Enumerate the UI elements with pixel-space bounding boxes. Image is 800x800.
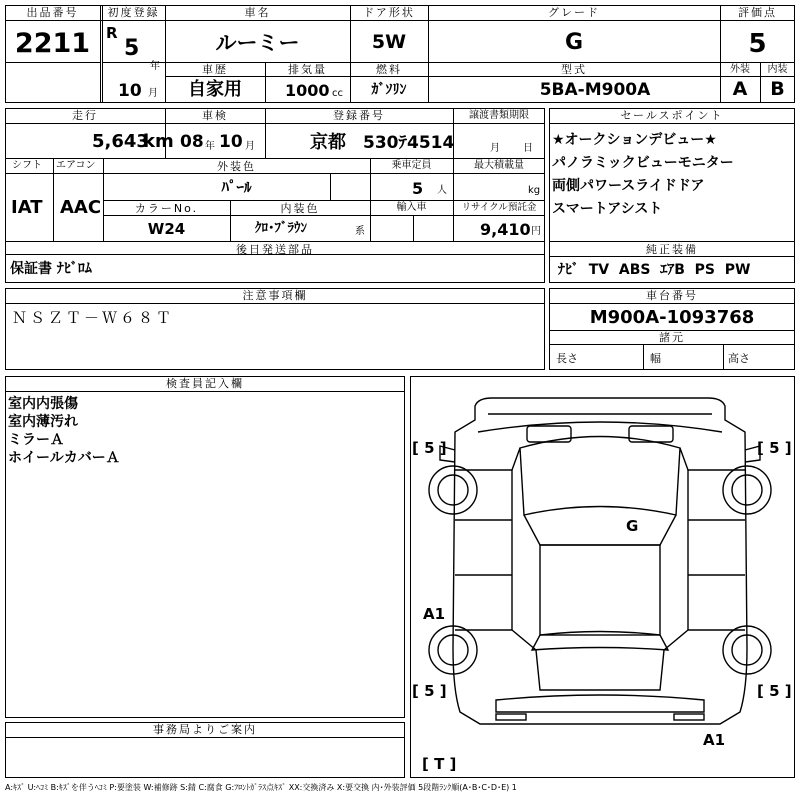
first-registration-label: 初度登録 bbox=[107, 6, 160, 19]
damage-mark-windshield: G bbox=[626, 517, 639, 535]
inspector-label: 検査員記入欄 bbox=[166, 377, 244, 390]
exterior-color-label: 外装色 bbox=[217, 160, 256, 173]
first-registration-month-unit: 月 bbox=[148, 88, 158, 99]
inspector-note-3: ミラーＡ bbox=[8, 432, 64, 448]
side-right bbox=[688, 470, 745, 630]
roof bbox=[524, 515, 676, 545]
displacement-value: 1000 bbox=[285, 81, 330, 100]
rear-hatch bbox=[536, 650, 664, 690]
interior-color-value: ｸﾛ･ﾌﾞﾗｳﾝ bbox=[255, 221, 307, 236]
equipment-value: ﾅﾋﾞ TV ABS ｴｱB PS PW bbox=[558, 262, 751, 278]
delivery-parts-value: 保証書 ﾅﾋﾞﾛﾑ bbox=[10, 261, 92, 277]
inspector-note-2: 室内薄汚れ bbox=[8, 414, 78, 430]
door-type-value: 5W bbox=[371, 31, 407, 53]
tire-rear-left-score: [ 5 ] bbox=[412, 682, 447, 700]
door-type-label: ドア形状 bbox=[363, 6, 415, 19]
tire-front-right-score: [ 5 ] bbox=[757, 439, 792, 457]
color-no-label: カラーNo. bbox=[134, 202, 199, 215]
model-label: 型式 bbox=[561, 63, 587, 76]
color-no-value: W24 bbox=[147, 220, 186, 238]
inspector-note-1: 室内内張傷 bbox=[8, 396, 78, 412]
lot-number-value: 2211 bbox=[14, 28, 91, 59]
inspector-note-4: ホイールカバーＡ bbox=[8, 450, 120, 466]
hood bbox=[478, 422, 722, 432]
car-name-label: 車名 bbox=[244, 6, 271, 19]
rear-panel bbox=[496, 695, 704, 712]
aircon-label: エアコン bbox=[56, 160, 96, 171]
interior-score-value: B bbox=[770, 78, 785, 100]
selling-points-label: セールスポイント bbox=[620, 109, 724, 122]
max-load-unit: kg bbox=[528, 185, 541, 196]
caution-value: ＮＳＺＴ－Ｗ６８Ｔ bbox=[12, 309, 175, 327]
car-name-value: ルーミー bbox=[215, 31, 300, 55]
fuel-label: 燃料 bbox=[376, 63, 402, 76]
shift-label: シフト bbox=[12, 160, 42, 171]
tire-front-left bbox=[429, 466, 477, 514]
specs-label: 諸元 bbox=[659, 331, 685, 344]
recycle-label: リサイクル預託金 bbox=[461, 202, 537, 213]
spec-length-label: 長さ bbox=[556, 352, 578, 365]
shift-value: IAT bbox=[11, 197, 43, 218]
roof-panel bbox=[540, 545, 660, 635]
interior-color-label: 内装色 bbox=[280, 202, 320, 215]
first-registration-year-unit: 年 bbox=[150, 61, 160, 72]
fuel-value: ｶﾞｿﾘﾝ bbox=[371, 82, 407, 98]
interior-score-label: 内装 bbox=[767, 64, 788, 75]
caution-label: 注意事項欄 bbox=[242, 289, 308, 302]
tire-front-right bbox=[723, 466, 771, 514]
pillars bbox=[512, 448, 688, 650]
inspection-month-unit: 月 bbox=[245, 141, 255, 152]
exterior-score-value: A bbox=[732, 78, 748, 100]
delivery-parts-label: 後日発送部品 bbox=[236, 243, 314, 256]
inspection-year: 08 bbox=[180, 132, 204, 152]
tire-front-left-score: [ 5 ] bbox=[412, 439, 447, 457]
first-registration-year: 5 bbox=[124, 36, 140, 61]
inspection-month: 10 bbox=[219, 132, 243, 152]
interior-color-suffix: 系 bbox=[355, 226, 365, 237]
inspection-year-unit: 年 bbox=[205, 141, 215, 152]
selling-point-1: ★オークションデビュー★ bbox=[552, 132, 717, 148]
windshield bbox=[520, 437, 680, 516]
plate-region: 京都 bbox=[310, 132, 346, 153]
import-label: 輸入車 bbox=[396, 202, 427, 213]
score-value: 5 bbox=[748, 29, 767, 59]
car-body-outline bbox=[453, 398, 747, 724]
selling-point-2: パノラミックビューモニター bbox=[552, 155, 734, 171]
transfer-label: 譲渡書類期限 bbox=[469, 110, 529, 121]
chassis-label: 車台番号 bbox=[646, 289, 698, 302]
spare-tire-score: [ T ] bbox=[422, 755, 457, 773]
lot-number-label: 出品番号 bbox=[26, 6, 79, 19]
side-left bbox=[455, 470, 512, 630]
plate-label: 登録番号 bbox=[333, 109, 385, 122]
rear-lamp-right bbox=[674, 714, 704, 720]
selling-point-3: 両側パワースライドドア bbox=[552, 178, 705, 194]
mileage-label: 走行 bbox=[72, 109, 98, 122]
capacity-value: 5 bbox=[412, 179, 424, 198]
transfer-month-unit: 月 bbox=[490, 143, 500, 154]
selling-point-4: スマートアシスト bbox=[552, 201, 663, 217]
first-registration-era: R bbox=[106, 24, 118, 42]
recycle-value: 9,410 bbox=[480, 220, 531, 239]
headlight-left bbox=[527, 426, 571, 442]
recycle-unit: 円 bbox=[531, 226, 541, 237]
inspection-label: 車検 bbox=[202, 109, 228, 122]
score-label: 評価点 bbox=[738, 6, 777, 19]
capacity-label: 乗車定員 bbox=[391, 160, 432, 171]
exterior-color-value: ﾊﾟｰﾙ bbox=[221, 178, 252, 196]
max-load-label: 最大積載量 bbox=[474, 160, 524, 171]
office-label: 事務局よりご案内 bbox=[153, 723, 257, 736]
history-label: 車歴 bbox=[202, 63, 228, 76]
damage-mark-rear: A1 bbox=[703, 731, 726, 749]
spec-height-label: 高さ bbox=[728, 352, 750, 365]
model-value: 5BA-M900A bbox=[539, 80, 651, 100]
capacity-unit: 人 bbox=[437, 185, 447, 196]
exterior-score-label: 外装 bbox=[730, 64, 750, 75]
transfer-day-unit: 日 bbox=[523, 143, 533, 154]
headlight-right bbox=[629, 426, 673, 442]
damage-legend: A:ｷｽﾞ U:ﾍｺﾐ B:ｷｽﾞを伴うﾍｺﾐ P:要塗装 W:補修跡 S:錆 C:腐食 G:ﾌﾛﾝﾄｶﾞﾗｽ点ｷｽﾞ XX:交換済み X:要交換 内･外装評価 5段階ﾗﾝｸ順(A･B･C･D･E) 1 bbox=[5, 783, 517, 792]
mileage-value: 5,643 bbox=[92, 131, 149, 152]
rear-window bbox=[532, 632, 668, 651]
displacement-unit: cc bbox=[332, 88, 343, 99]
chassis-value: M900A-1093768 bbox=[589, 307, 755, 328]
spec-width-label: 幅 bbox=[650, 352, 661, 365]
history-value: 自家用 bbox=[188, 79, 242, 100]
aircon-value: AAC bbox=[60, 197, 102, 218]
mileage-unit: km bbox=[143, 131, 174, 152]
first-registration-month: 10 bbox=[118, 81, 142, 101]
displacement-label: 排気量 bbox=[288, 63, 327, 76]
equipment-label: 純正装備 bbox=[646, 243, 698, 256]
plate-number: 530ﾃ4514 bbox=[363, 133, 455, 153]
grade-value: G bbox=[564, 30, 584, 55]
damage-mark-left-side: A1 bbox=[423, 605, 446, 623]
grade-label: グレード bbox=[548, 6, 600, 19]
tire-rear-right-score: [ 5 ] bbox=[757, 682, 792, 700]
rear-lamp-left bbox=[496, 714, 526, 720]
